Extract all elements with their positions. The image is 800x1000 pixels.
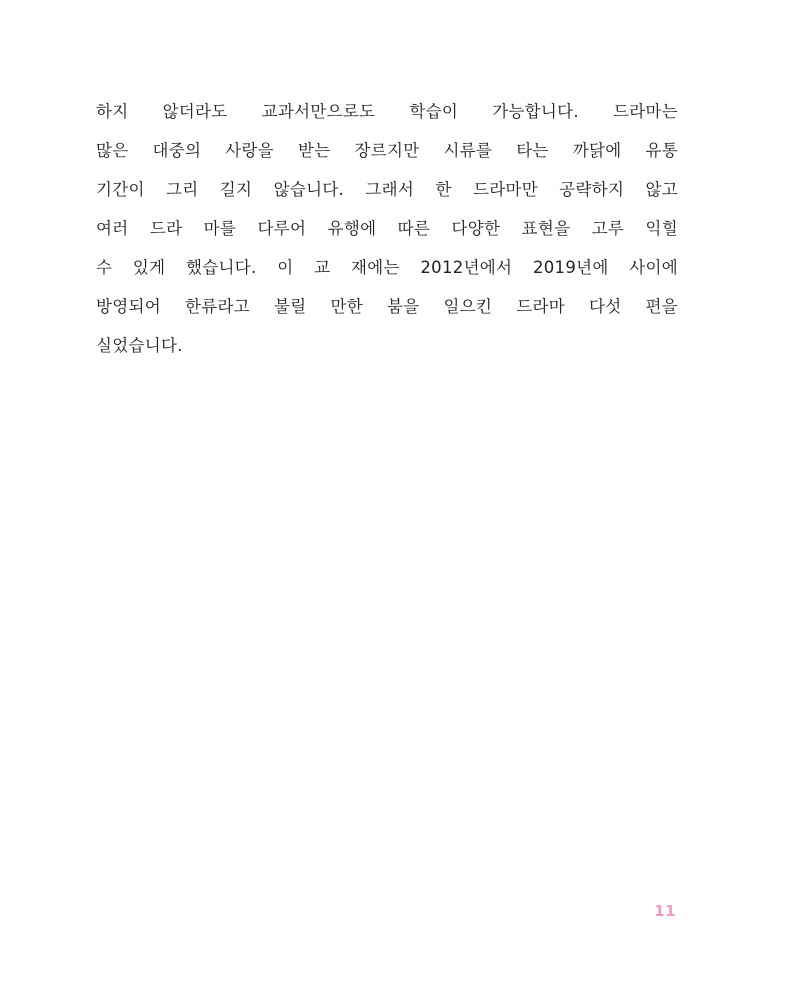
paragraph-line: 여러 드라 마를 다루어 유행에 따른 다양한 표현을 고루 익힐 bbox=[96, 219, 678, 238]
paragraph-line: 수 있게 했습니다. 이 교 재에는 2012년에서 2019년에 사이에 bbox=[96, 258, 678, 277]
paragraph-line: 많은 대중의 사랑을 받는 장르지만 시류를 타는 까닭에 유통 bbox=[96, 141, 678, 160]
body-paragraph bbox=[96, 92, 678, 365]
paragraph-line: 실었습니다. bbox=[96, 336, 183, 355]
paragraph-line: 기간이 그리 길지 않습니다. 그래서 한 드라마만 공략하지 않고 bbox=[96, 180, 678, 199]
paragraph-line: 하지 않더라도 교과서만으로도 학습이 가능합니다. 드라마는 bbox=[96, 102, 678, 121]
page-number: 11 bbox=[654, 902, 676, 920]
paragraph-line: 방영되어 한류라고 불릴 만한 붐을 일으킨 드라마 다섯 편을 bbox=[96, 297, 678, 316]
